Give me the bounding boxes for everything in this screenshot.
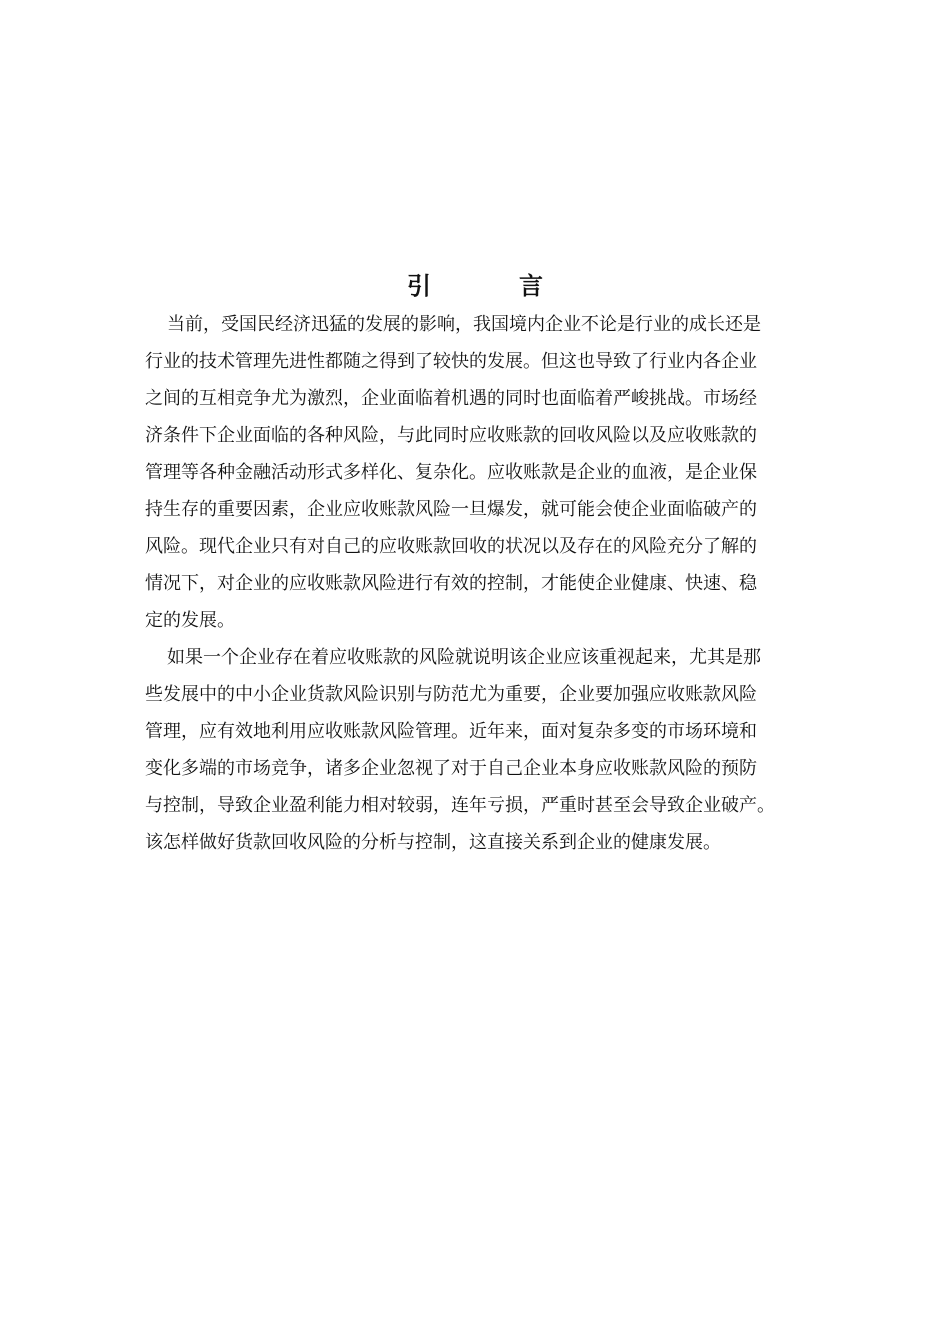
paragraph-1-line-9 [145,602,815,639]
line-text: 当前，受国民经济迅猛的发展的影响，我国境内企业不论是行业的成长还是 [167,314,761,335]
line-text: 该怎样做好货款回收风险的分析与控制，这直接关系到企业的健康发展。 [145,832,721,853]
line-text: 管理等各种金融活动形式多样化、复杂化。应收账款是企业的血液，是企业保 [145,462,757,483]
paragraph-1-line-6 [145,491,815,528]
paragraph-2-line-1 [145,639,815,676]
paragraph-1-line-2 [145,343,815,380]
line-text: 定的发展。 [145,610,235,631]
paragraph-2-line-3 [145,713,815,750]
line-text: 风险。现代企业只有对自己的应收账款回收的状况以及存在的风险充分了解的 [145,536,757,557]
body-text [145,306,815,861]
paragraph-1-line-4 [145,417,815,454]
paragraph-2-line-5 [145,787,821,824]
paragraph-2-line-2 [145,676,815,713]
line-text: 持生存的重要因素，企业应收账款风险一旦爆发，就可能会使企业面临破产的 [145,499,757,520]
line-text: 情况下，对企业的应收账款风险进行有效的控制，才能使企业健康、快速、稳 [145,573,757,594]
page-title [0,268,950,304]
line-text: 变化多端的市场竞争，诸多企业忽视了对于自己企业本身应收账款风险的预防 [145,758,757,779]
paragraph-1-line-8 [145,565,815,602]
line-text: 些发展中的中小企业货款风险识别与防范尤为重要，企业要加强应收账款风险 [145,684,757,705]
title-char-1: 引 [407,272,431,300]
paragraph-1-line-1 [145,306,815,343]
line-text: 与控制，导致企业盈利能力相对较弱，连年亏损，严重时甚至会导致企业破产。 [145,795,775,816]
line-text: 之间的互相竞争尤为激烈，企业面临着机遇的同时也面临着严峻挑战。市场经 [145,388,757,409]
paragraph-2-line-4 [145,750,815,787]
title-char-2: 言 [519,272,543,300]
line-text: 行业的技术管理先进性都随之得到了较快的发展。但这也导致了行业内各企业 [145,351,757,372]
paragraph-2-line-6 [145,824,815,861]
line-text: 管理，应有效地利用应收账款风险管理。近年来，面对复杂多变的市场环境和 [145,721,757,742]
line-text: 济条件下企业面临的各种风险，与此同时应收账款的回收风险以及应收账款的 [145,425,757,446]
paragraph-1-line-7 [145,528,815,565]
paragraph-1-line-5 [145,454,815,491]
line-text: 如果一个企业存在着应收账款的风险就说明该企业应该重视起来，尤其是那 [167,647,761,668]
paragraph-1-line-3 [145,380,815,417]
